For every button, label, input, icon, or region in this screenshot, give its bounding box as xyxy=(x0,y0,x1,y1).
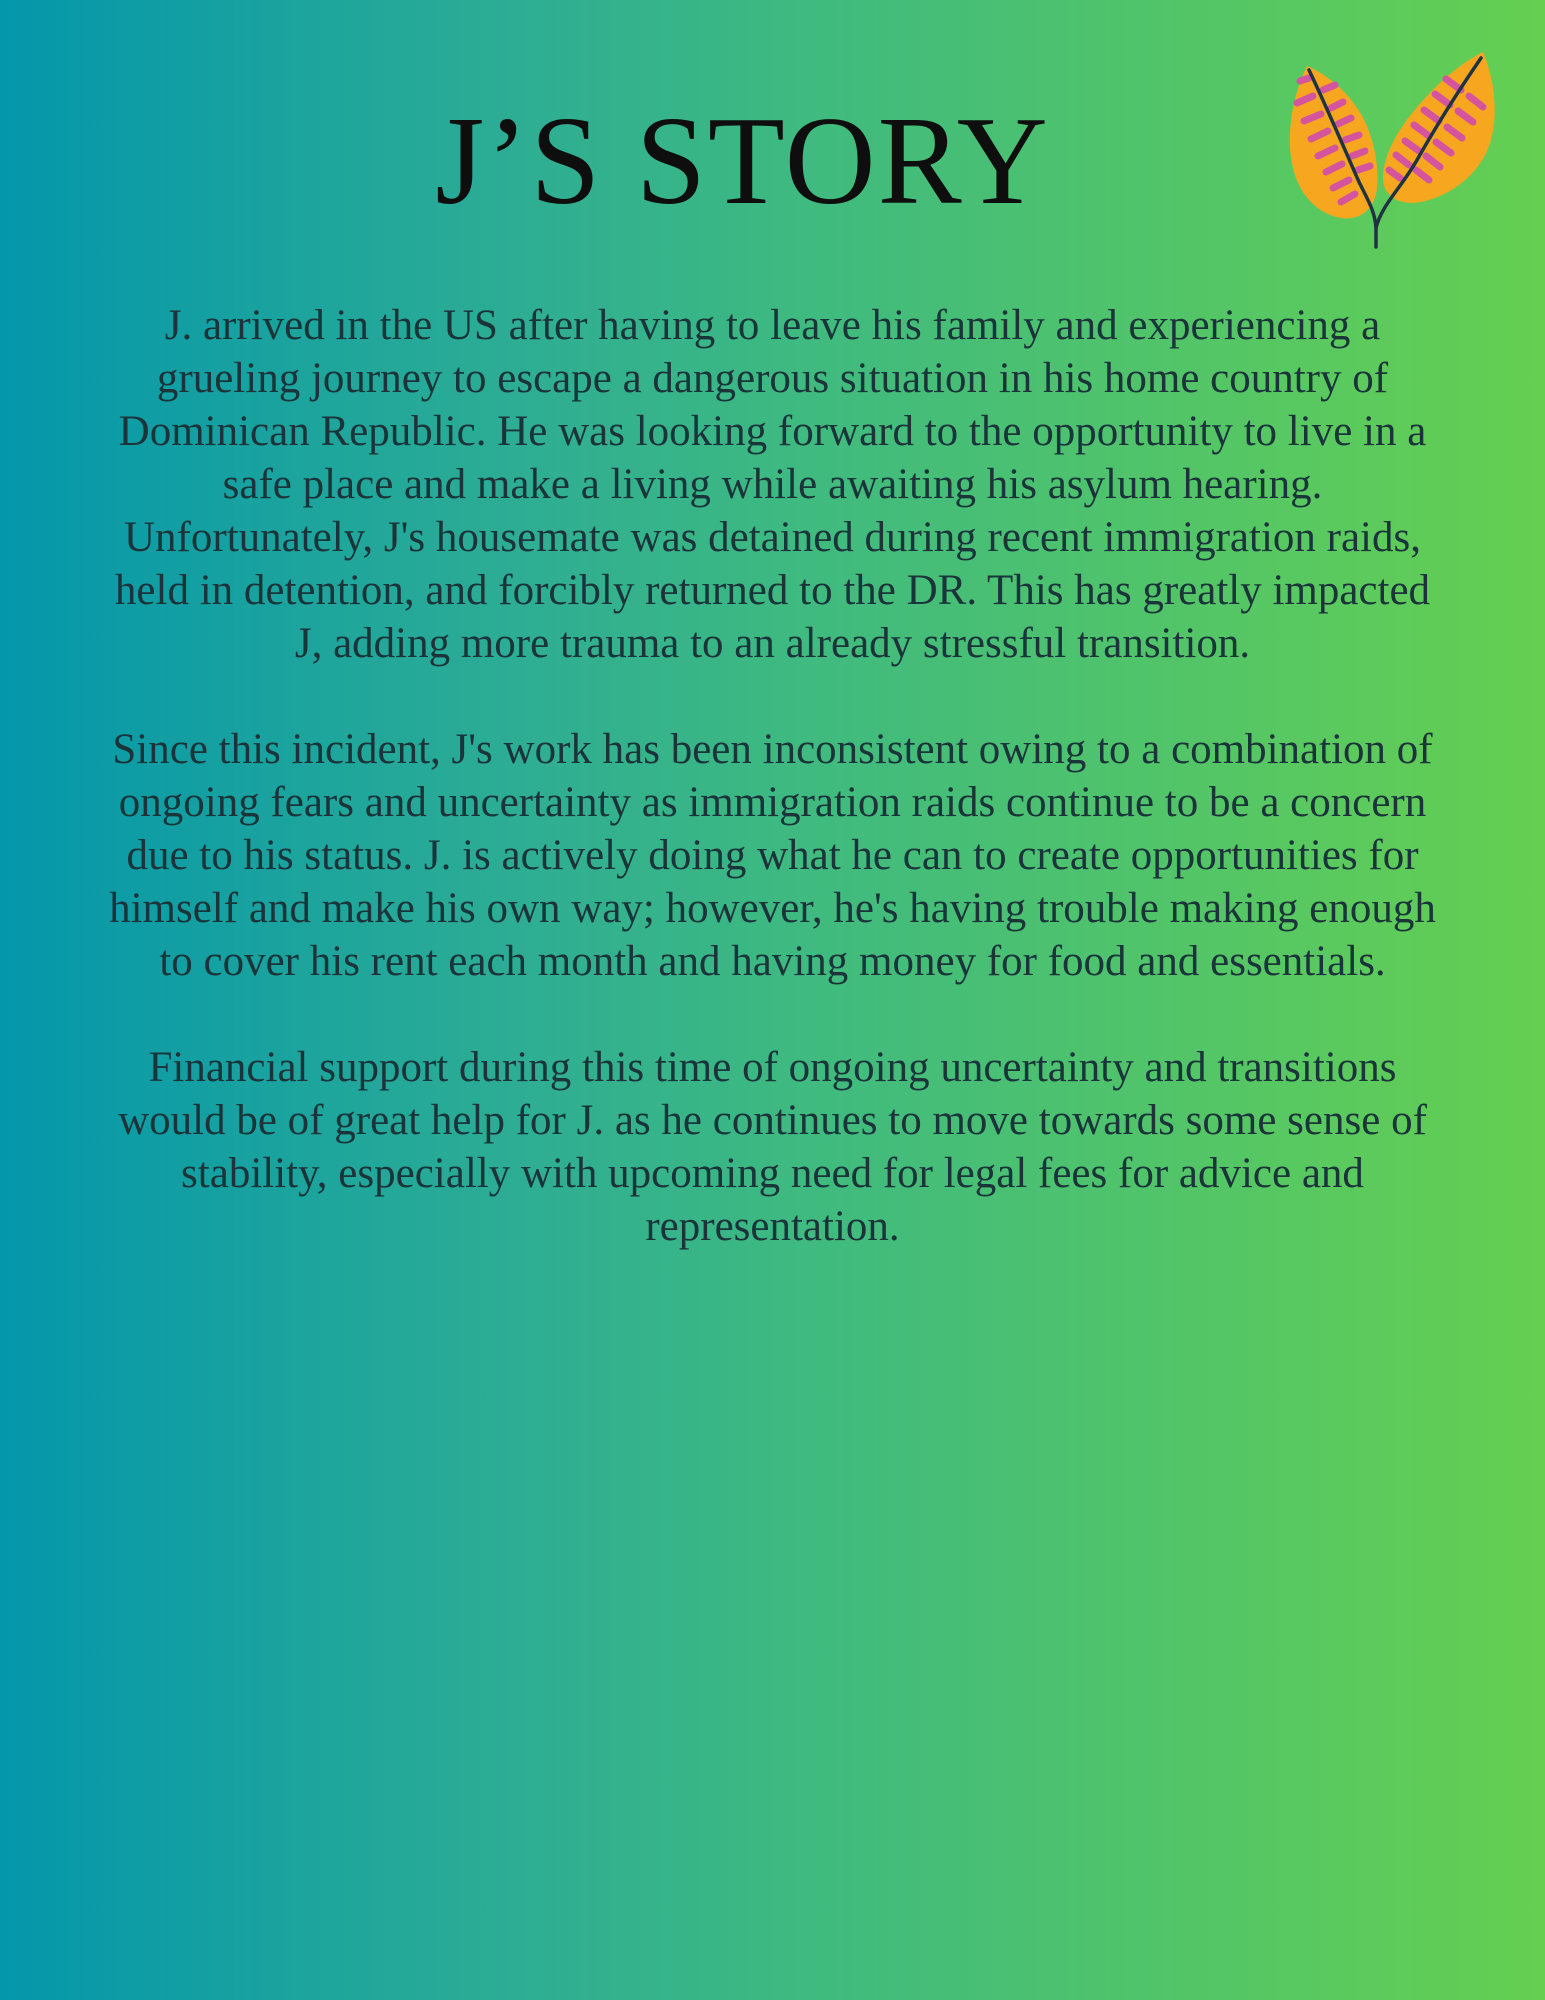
page-title: J’S STORY xyxy=(435,92,1050,231)
story-paragraph-3: Financial support during this time of ongoing uncertainty and transitions would be of great help for J. as he continues to move towards some sense of stability, especially with upcoming need for legal fees for advice and representation. xyxy=(118,1044,1427,1251)
story-text xyxy=(108,299,1438,1253)
story-paragraph-2: Since this incident, J's work has been inconsistent owing to a combination of ongoing fears and uncertainty as immigration raids continue to be a concern due to his status. J. is actively doing what he can to create opportunities for himself and make his own way; however, he's having trouble making enough to cover his rent each month and having money for food and essentials. xyxy=(109,726,1436,986)
feather-leaves-icon xyxy=(1283,50,1499,250)
header xyxy=(0,0,1545,237)
story-paragraph-1: J. arrived in the US after having to leave his family and experiencing a grueling journey to escape a dangerous situation in his home country of Dominican Republic. He was looking forward to the opportunity to live in a safe place and make a living while awaiting his asylum hearing. Unfortunately, J's housemate was detained during recent immigration raids, held in detention, and forcibly returned to the DR. This has greatly impacted J, adding more trauma to an already stressful transition. xyxy=(114,302,1431,668)
